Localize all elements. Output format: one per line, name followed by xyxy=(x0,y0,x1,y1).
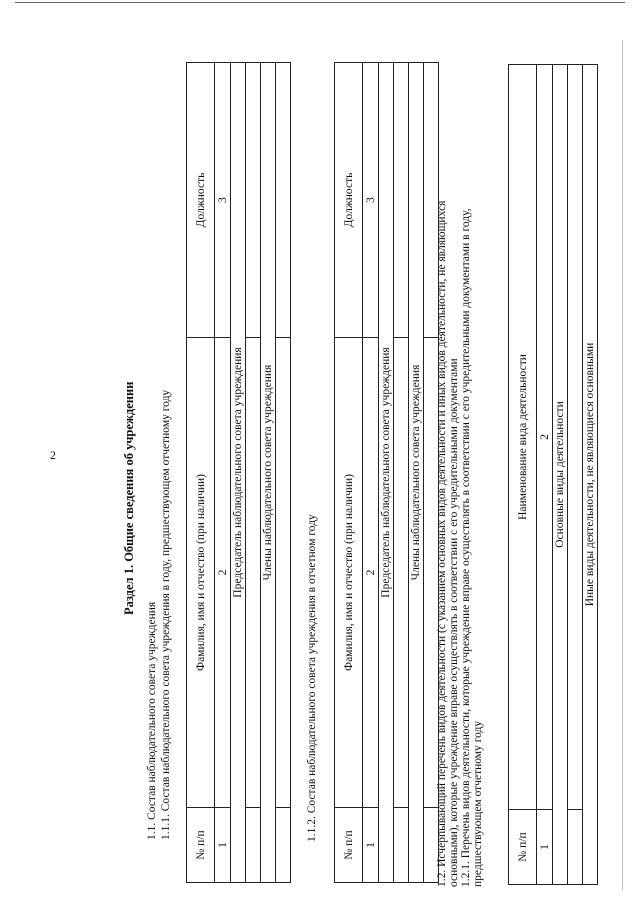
table-row xyxy=(246,63,261,883)
header-number: № п/п xyxy=(187,808,215,883)
subsection-1-1: 1.1. Состав наблюдательного совета учреждения xyxy=(146,601,158,840)
row-members-label: Члены наблюдательного совета учреждения xyxy=(261,63,276,883)
paragraph-line: 1.2.1. Перечень видов деятельности, которые учреждение вправе осуществлять в соответствии с его учредительными документами в году, xyxy=(460,208,472,887)
page-number: 2 xyxy=(50,448,56,462)
col-number-3: 3 xyxy=(215,63,231,338)
subsection-1-1-2: 1.1.2. Состав наблюдательного совета учреждения в отчетном году xyxy=(306,514,318,842)
row-members-label: Члены наблюдательного совета учреждения xyxy=(409,63,424,883)
table-row xyxy=(394,63,409,883)
table-row xyxy=(379,63,394,883)
table-row xyxy=(553,65,568,885)
col-number-3: 3 xyxy=(363,63,379,338)
column-number-row xyxy=(215,63,231,883)
table-activities xyxy=(508,64,598,885)
col-number-1: 1 xyxy=(363,808,379,883)
col-number-2: 2 xyxy=(537,65,553,810)
paragraph-line: 1.2. Исчерпывающий перечень видов деятельности (с указанием основных видов деятельности и иных видов деятельности, не являющихся xyxy=(436,200,448,887)
header-full-name: Фамилия, имя и отчество (при наличии) xyxy=(335,338,363,808)
col-number-1: 1 xyxy=(537,810,553,885)
column-number-row xyxy=(537,65,553,885)
header-full-name: Фамилия, имя и отчество (при наличии) xyxy=(187,338,215,808)
row-other-activities-label: Иные виды деятельности, не являющиеся основными xyxy=(583,65,598,885)
table-council-previous-year xyxy=(186,62,291,883)
col-number-2: 2 xyxy=(363,338,379,808)
header-position: Должность xyxy=(187,63,215,338)
paragraph-line: предшествующем отчетному году xyxy=(472,720,484,887)
table-row xyxy=(231,63,246,883)
table-row xyxy=(276,63,291,883)
table-row xyxy=(261,63,276,883)
column-number-row xyxy=(363,63,379,883)
row-chairman-label: Председатель наблюдательного совета учреждения xyxy=(231,63,246,883)
paragraph-line: основными), которые учреждение вправе осуществлять в соответствии с его учредительными документами xyxy=(448,358,460,887)
header-activity-name: Наименование вида деятельности xyxy=(509,65,537,810)
col-number-2: 2 xyxy=(215,338,231,808)
table-header-row xyxy=(187,63,215,883)
section-title: Раздел 1. Общие сведения об учреждении xyxy=(122,381,136,615)
table-row xyxy=(409,63,424,883)
header-number: № п/п xyxy=(509,810,537,885)
table-council-current-year xyxy=(334,62,439,883)
header-position: Должность xyxy=(335,63,363,338)
subsection-1-1-1: 1.1.1. Состав наблюдательного совета учреждения в году, предшествующем отчетному году xyxy=(160,389,172,840)
col-number-1: 1 xyxy=(215,808,231,883)
row-main-activities-label: Основные виды деятельности xyxy=(553,65,568,885)
header-number: № п/п xyxy=(335,808,363,883)
table-row xyxy=(568,65,583,885)
table-header-row xyxy=(509,65,537,885)
table-row xyxy=(583,65,598,885)
paragraph-1-2 xyxy=(436,67,484,887)
row-chairman-label: Председатель наблюдательного совета учреждения xyxy=(379,63,394,883)
table-header-row xyxy=(335,63,363,883)
